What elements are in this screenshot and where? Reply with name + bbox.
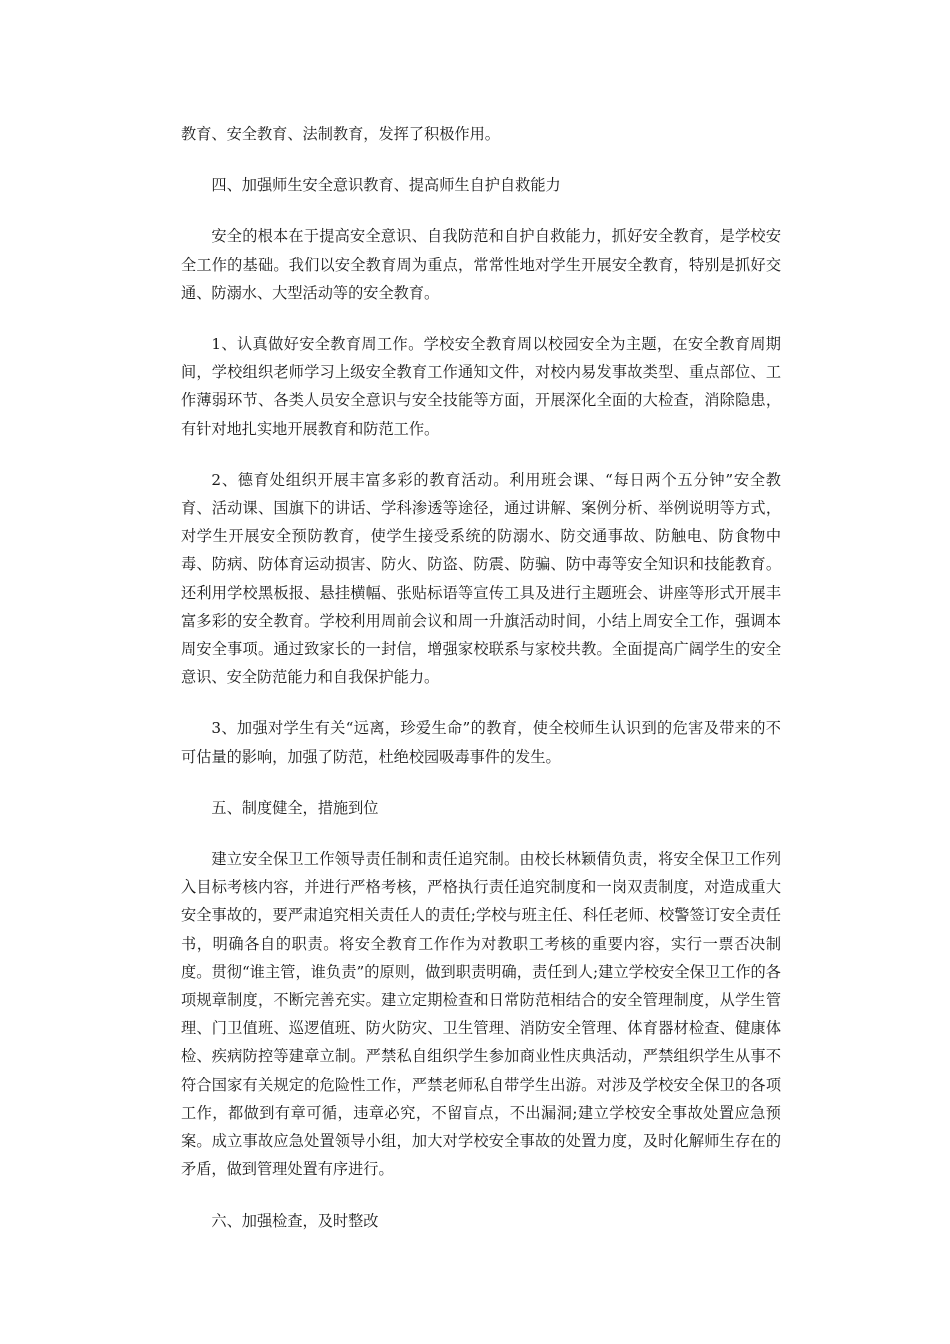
paragraph-system: 建立安全保卫工作领导责任制和责任追究制。由校长林颖倩负责，将安全保卫工作列入目标考核内容，并进行严格考核，严格执行责任追究制度和一岗双责制度，对造成重大安全事故的，要严肃追究相关责任人的责任;学校与班主任、科任老师、校警签订安全责任书，明确各自的职责。将安全教育工作作为对教职工考核的重要内容，实行一票否决制度。贯彻“谁主管，谁负责”的原则，做到职责明确，责任到人;建立学校安全保卫工作的各项规章制度，不断完善充实。建立定期检查和日常防范相结合的安全管理制度，从学生管理、门卫值班、巡逻值班、防火防灾、卫生管理、消防安全管理、体育器材检查、健康体检、疾病防控等建章立制。严禁私自组织学生参加商业性庆典活动，严禁组织学生从事不符合国家有关规定的危险性工作，严禁老师私自带学生出游。对涉及学校安全保卫的各项工作，都做到有章可循，违章必究，不留盲点，不出漏洞;建立学校安全事故处置应急预案。成立事故应急处置领导小组，加大对学校安全事故的处置力度，及时化解师生存在的矛盾，做到管理处置有序进行。 (181, 850, 781, 1179)
section-heading-5: 五、制度健全，措施到位 (211, 798, 379, 817)
document-page (181, 120, 781, 1235)
paragraph-item-1: 1、认真做好安全教育周工作。学校安全教育周以校园安全为主题，在安全教育周期间，学校组织老师学习上级安全教育工作通知文件，对校内易发事故类型、重点部位、工作薄弱环节、各类人员安全意识与安全技能等方面，开展深化全面的大检查，消除隐患，有针对地扎实地开展教育和防范工作。 (181, 335, 781, 438)
paragraph-continuation: 教育、安全教育、法制教育，发挥了积极作用。 (181, 125, 500, 143)
paragraph-item-3: 3、加强对学生有关“远离，珍爱生命”的教育，使全校师生认识到的危害及带来的不可估量的影响，加强了防范，杜绝校园吸毒事件的发生。 (181, 719, 781, 766)
section-heading-4: 四、加强师生安全意识教育、提高师生自护自救能力 (211, 176, 561, 195)
section-heading-6: 六、加强检查，及时整改 (211, 1211, 379, 1230)
paragraph-safety-foundation: 安全的根本在于提高安全意识、自我防范和自护自救能力，抓好安全教育，是学校安全工作的基础。我们以安全教育周为重点，常常性地对学生开展安全教育，特别是抓好交通、防溺水、大型活动等的安全教育。 (181, 227, 781, 302)
paragraph-item-2: 2、德育处组织开展丰富多彩的教育活动。利用班会课、“每日两个五分钟”安全教育、活动课、国旗下的讲话、学科渗透等途径，通过讲解、案例分析、举例说明等方式，对学生开展安全预防教育，使学生接受系统的防溺水、防交通事故、防触电、防食物中毒、防病、防体育运动损害、防火、防盗、防震、防骗、防中毒等安全知识和技能教育。还利用学校黑板报、悬挂横幅、张贴标语等宣传工具及进行主题班会、讲座等形式开展丰富多彩的安全教育。学校利用周前会议和周一升旗活动时间，小结上周安全工作，强调本周安全事项。通过致家长的一封信，增强家校联系与家校共教。全面提高广阔学生的安全意识、安全防范能力和自我保护能力。 (181, 470, 781, 687)
